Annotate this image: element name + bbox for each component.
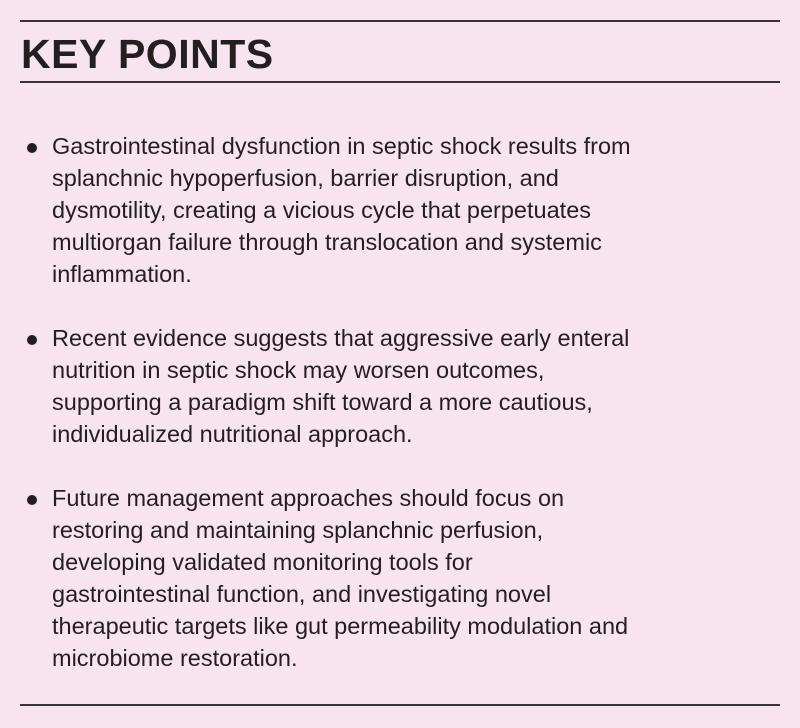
key-point-1 [22, 130, 790, 290]
bullet-icon [27, 143, 37, 153]
bullet-icon [27, 335, 37, 345]
top-rule [20, 20, 780, 22]
bottom-rule [20, 704, 780, 706]
key-point-line: gastrointestinal function, and investigating novel [52, 581, 552, 607]
key-point-line: multiorgan failure through translocation and systemic [52, 229, 602, 255]
key-point-line: supporting a paradigm shift toward a more cautious, [52, 389, 593, 415]
key-point-3 [22, 482, 790, 674]
key-point-line: Future management approaches should focus on [52, 485, 565, 511]
key-point-line: microbiome restoration. [52, 645, 298, 671]
key-point-line: Gastrointestinal dysfunction in septic shock results from [52, 133, 631, 159]
section-title: KEY POINTS [21, 31, 274, 77]
bullet-icon [27, 495, 37, 505]
key-point-2 [22, 322, 790, 450]
key-point-line: splanchnic hypoperfusion, barrier disruption, and [52, 165, 559, 191]
key-point-line: dysmotility, creating a vicious cycle that perpetuates [52, 197, 592, 223]
key-point-line: nutrition in septic shock may worsen outcomes, [52, 357, 545, 383]
key-point-line: inflammation. [52, 261, 192, 287]
key-point-line: therapeutic targets like gut permeability modulation and [52, 613, 629, 639]
title-rule [20, 81, 780, 83]
key-point-line: developing validated monitoring tools for [52, 549, 473, 575]
key-point-line: restoring and maintaining splanchnic perfusion, [52, 517, 544, 543]
key-point-line: individualized nutritional approach. [52, 421, 413, 447]
key-point-line: Recent evidence suggests that aggressive early enteral [52, 325, 630, 351]
